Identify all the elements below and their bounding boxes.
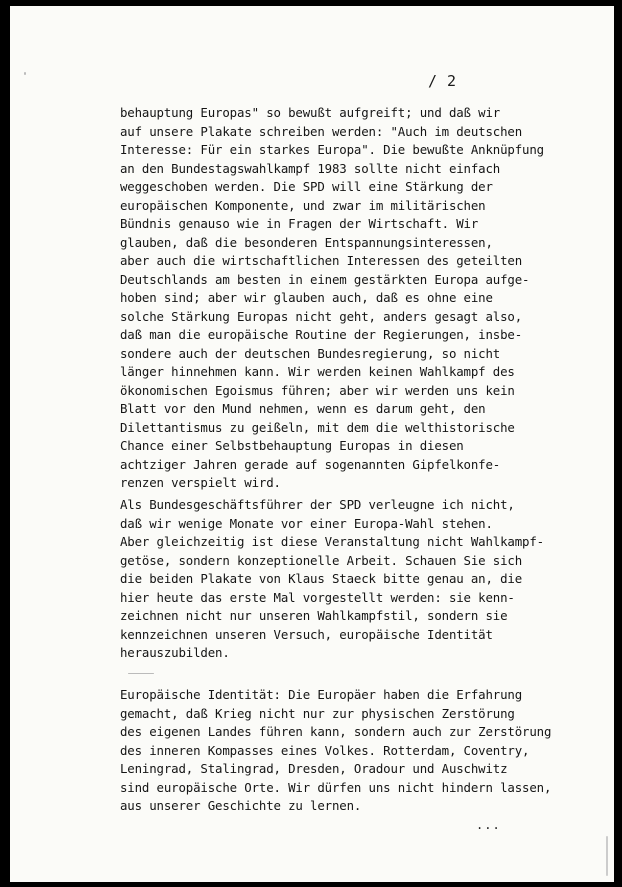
text-line: achtziger Jahren gerade auf sogenannten Gipfelkonfe- [120, 456, 501, 472]
text-line: Blatt vor den Mund nehmen, wenn es darum geht, den [120, 401, 486, 416]
continuation-mark: ... [476, 818, 501, 832]
text-line: Leningrad, Stalingrad, Dresden, Oradour und Auschwitz [120, 761, 508, 776]
text-line: Bündnis genauso wie in Fragen der Wirtschaft. Wir [120, 216, 479, 231]
document-page [10, 6, 614, 882]
scan-speck [606, 836, 608, 876]
text-line: Europäische Identität: Die Europäer haben die Erfahrung [120, 687, 523, 702]
text-line: sind europäische Orte. Wir dürfen uns nicht hindern lassen, [120, 779, 552, 795]
scan-speck [24, 72, 26, 75]
text-line: Als Bundesgeschäftsführer der SPD verleugne ich nicht, [120, 497, 515, 512]
text-line: weggeschoben werden. Die SPD will eine Stärkung der [120, 179, 493, 194]
text-line: länger hinnehmen kann. Wir werden keinen Wahlkampf des [120, 364, 515, 379]
text-line: Deutschlands am besten in einem gestärkten Europa aufge- [120, 271, 530, 287]
text-line: aus unserer Geschichte zu lernen. [120, 798, 362, 813]
text-line: gemacht, daß Krieg nicht nur zur physischen Zerstörung [120, 705, 515, 721]
text-line: Aber gleichzeitig ist diese Veranstaltung nicht Wahlkampf- [120, 534, 544, 549]
text-line: hier heute das erste Mal vorgestellt werden: sie kenn- [120, 589, 515, 605]
paragraph-3 [120, 686, 551, 816]
text-line: getöse, sondern konzeptionelle Arbeit. Schauen Sie sich [120, 552, 523, 568]
text-line: herauszubilden. [120, 645, 230, 660]
text-line: an den Bundestagswahlkampf 1983 sollte nicht einfach [120, 160, 501, 176]
text-line: zeichnen nicht nur unseren Wahlkampfstil, sondern sie [120, 608, 508, 623]
text-line: Chance einer Selbstbehauptung Europas in diesen [120, 438, 464, 453]
paragraph-1 [120, 104, 544, 493]
text-line: solche Stärkung Europas nicht geht, anders gesagt also, [120, 308, 523, 324]
text-line: europäischen Komponente, und zwar im militärischen [120, 197, 486, 213]
text-line: kennzeichnen unseren Versuch, europäische Identität [120, 626, 493, 642]
text-line: die beiden Plakate von Klaus Staeck bitte genau an, die [120, 571, 523, 586]
text-line: Interesse: Für ein starkes Europa". Die bewußte Anknüpfung [120, 142, 544, 157]
text-line: daß wir wenige Monate vor einer Europa-Wahl stehen. [120, 515, 493, 531]
text-line: auf unsere Plakate schreiben werden: "Auch im deutschen [120, 123, 523, 139]
text-line: behauptung Europas" so bewußt aufgreift; und daß wir [120, 105, 501, 120]
text-line: ökonomischen Egoismus führen; aber wir werden uns kein [120, 382, 515, 398]
text-line: des inneren Kompasses eines Volkes. Rotterdam, Coventry, [120, 742, 530, 758]
paragraph-2 [120, 496, 544, 663]
text-line: sondere auch der deutschen Bundesregierung, so nicht [120, 345, 501, 361]
text-line: renzen verspielt wird. [120, 475, 281, 490]
text-line: des eigenen Landes führen kann, sondern auch zur Zerstörung [120, 724, 552, 739]
page-number: / 2 [428, 72, 457, 90]
text-line: Dilettantismus zu geißeln, mit dem die welthistorische [120, 419, 515, 435]
scan-speck [128, 673, 154, 674]
text-line: daß man die europäische Routine der Regierungen, insbe- [120, 327, 523, 342]
text-line: glauben, daß die besonderen Entspannungsinteressen, [120, 234, 493, 250]
text-line: hoben sind; aber wir glauben auch, daß es ohne eine [120, 290, 493, 305]
text-line: aber auch die wirtschaftlichen Interessen des geteilten [120, 253, 523, 268]
